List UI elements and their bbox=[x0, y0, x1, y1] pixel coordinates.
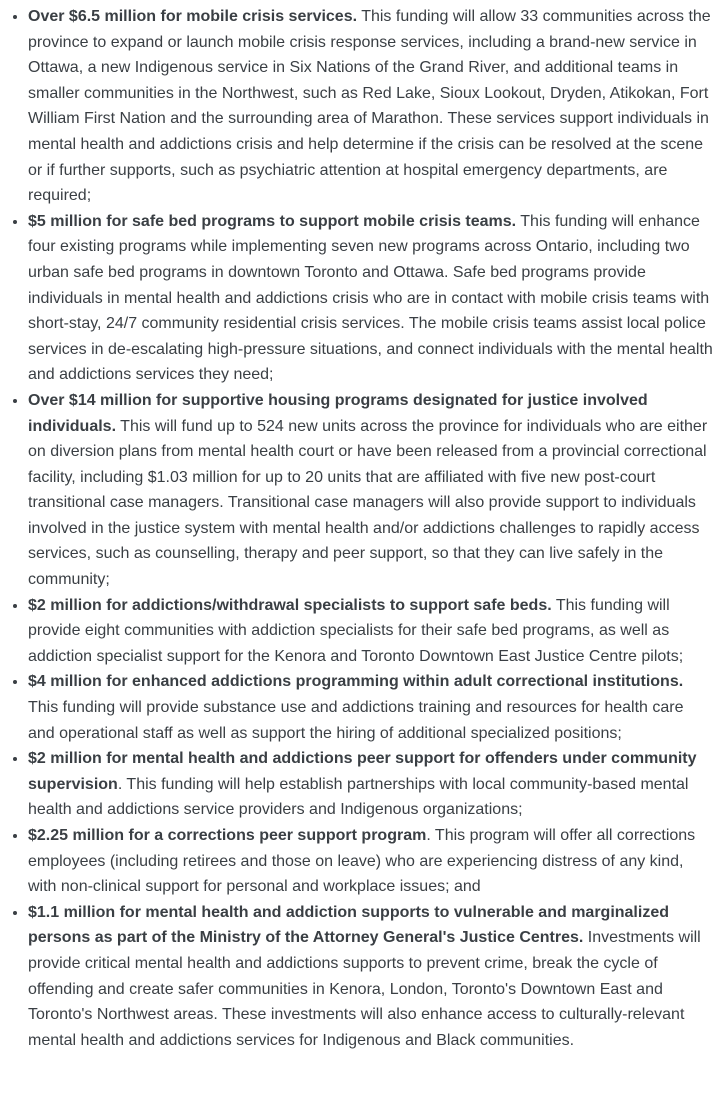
funding-item-lead: $2 million for addictions/withdrawal specialists to support safe beds. bbox=[28, 596, 552, 614]
funding-item-body: This will fund up to 524 new units across the province for individuals who are either on diversion plans from mental health court or have been released from a provincial correctional facility, including $1.03 million for up to 20 units that are affiliated with five new post-court transitional case managers. Transitional case managers will also provide support to individuals involved in the justice system with mental health and/or addictions challenges to rapidly access services, such as counselling, therapy and peer support, so that they can live safely in the community; bbox=[28, 417, 708, 589]
list-item bbox=[28, 209, 714, 388]
funding-item-body: This funding will provide substance use and addictions training and resources for health care and operational staff as well as support the hiring of additional specialized positions; bbox=[28, 699, 684, 742]
funding-item-body: This funding will enhance four existing programs while implementing seven new programs across Ontario, including two urban safe bed programs in downtown Toronto and Ottawa. Safe bed programs provide individuals in mental health and addictions crisis who are in contact with mobile crisis teams with short-stay, 24/7 community residential crisis services. The mobile crisis teams assist local police services in de-escalating high-pressure situations, and connect individuals with the mental health and addictions services they need; bbox=[28, 212, 713, 384]
funding-item-lead: $2 million for mental health and addictions peer support for offenders under community supervision bbox=[28, 750, 697, 793]
funding-item-body: This funding will allow 33 communities across the province to expand or launch mobile crisis response services, including a brand-new service in Ottawa, a new Indigenous service in Six Nations of the Grand River, and additional teams in smaller communities in the Northwest, such as Red Lake, Sioux Lookout, Dryden, Atikokan, Fort William First Nation and the surrounding area of Marathon. These services support individuals in mental health and addictions crisis and help determine if the crisis can be resolved at the scene or if further supports, such as psychiatric attention at hospital emergency departments, are required; bbox=[28, 8, 711, 205]
funding-item-lead: $1.1 million for mental health and addiction supports to vulnerable and marginalized persons as part of the Ministry of the Attorney General's Justice Centres. bbox=[28, 903, 669, 947]
list-item bbox=[28, 669, 714, 746]
list-item bbox=[28, 900, 714, 1054]
list-item bbox=[28, 593, 714, 670]
funding-item-body: . This funding will help establish partnerships with local community-based mental health and addictions service providers and Indigenous organizations; bbox=[28, 775, 689, 819]
funding-item-lead: $5 million for safe bed programs to support mobile crisis teams. bbox=[28, 212, 517, 230]
funding-item-body: Investments will provide critical mental health and addictions supports to prevent crime, break the cycle of offending and create safer communities in Kenora, London, Toronto's Downtown East and Toronto's Northwest areas. These investments will also enhance access to culturally-relevant mental health and addictions services for Indigenous and Black communities. bbox=[28, 929, 701, 1049]
list-item bbox=[28, 388, 714, 593]
funding-item-body: . This program will offer all corrections employees (including retirees and those on leave) who are experiencing distress of any kind, with non-clinical support for personal and workplace issues; and bbox=[28, 827, 696, 896]
list-item bbox=[28, 823, 714, 900]
funding-item-lead: $2.25 million for a corrections peer support program bbox=[28, 827, 427, 844]
list-item bbox=[28, 4, 714, 209]
funding-item-lead: $4 million for enhanced addictions programming within adult correctional institutions. bbox=[28, 673, 684, 691]
list-item bbox=[28, 746, 714, 823]
funding-item-lead: Over $14 million for supportive housing programs designated for justice involved individuals. bbox=[28, 391, 648, 435]
funding-item-lead: Over $6.5 million for mobile crisis services. bbox=[28, 8, 358, 25]
funding-item-body: This funding will provide eight communities with addiction specialists for their safe bed programs, as well as addiction specialist support for the Kenora and Toronto Downtown East Justice Centre pilots; bbox=[28, 596, 684, 665]
